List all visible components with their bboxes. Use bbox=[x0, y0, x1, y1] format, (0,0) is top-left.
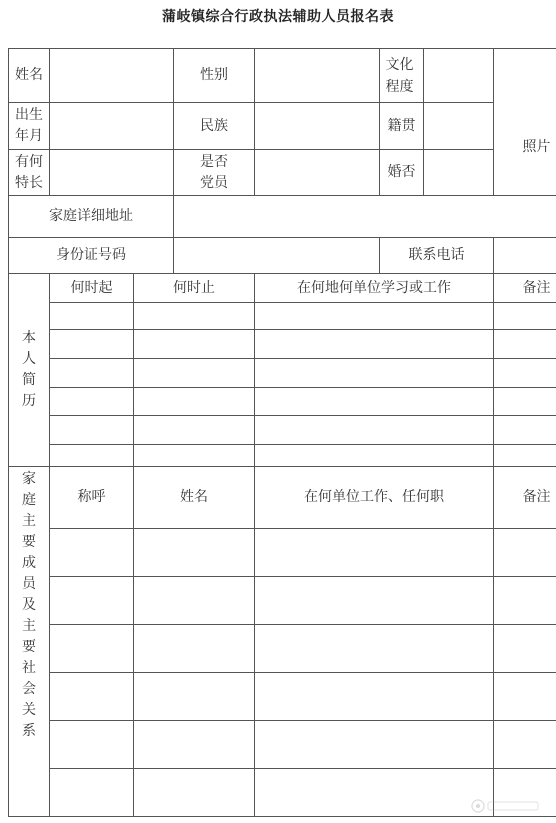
family-side-char-10: 会 bbox=[22, 681, 36, 697]
resume-cell[interactable] bbox=[494, 303, 556, 330]
birth-label: 出生年月 bbox=[9, 103, 50, 150]
resume-side-char-2: 简 bbox=[22, 372, 36, 388]
marital-field[interactable] bbox=[424, 150, 494, 196]
family-cell[interactable] bbox=[255, 721, 494, 769]
family-cell[interactable] bbox=[494, 625, 556, 673]
resume-col-to: 何时止 bbox=[134, 274, 255, 303]
table-row bbox=[9, 577, 556, 625]
resume-cell[interactable] bbox=[134, 445, 255, 467]
family-cell[interactable] bbox=[134, 625, 255, 673]
family-cell[interactable] bbox=[134, 577, 255, 625]
family-cell[interactable] bbox=[255, 577, 494, 625]
table-row bbox=[9, 529, 556, 577]
family-col-position: 在何单位工作、任何职 bbox=[255, 467, 494, 529]
resume-cell[interactable] bbox=[494, 359, 556, 388]
phone-label: 联系电话 bbox=[380, 238, 494, 274]
address-field[interactable] bbox=[174, 196, 556, 238]
family-cell[interactable] bbox=[50, 529, 134, 577]
resume-cell[interactable] bbox=[255, 359, 494, 388]
resume-cell[interactable] bbox=[50, 330, 134, 359]
family-side-char-6: 及 bbox=[22, 597, 36, 613]
native-place-field[interactable] bbox=[424, 103, 494, 150]
resume-side-char-0: 本 bbox=[22, 330, 36, 346]
resume-cell[interactable] bbox=[50, 303, 134, 330]
birth-field[interactable] bbox=[50, 103, 174, 150]
resume-col-place: 在何地何单位学习或工作 bbox=[255, 274, 494, 303]
resume-col-remarks: 备注 bbox=[494, 274, 556, 303]
photo-cell[interactable] bbox=[494, 49, 556, 196]
resume-cell[interactable] bbox=[134, 359, 255, 388]
resume-side-char-3: 历 bbox=[22, 393, 36, 409]
table-row bbox=[9, 330, 556, 359]
family-side-char-5: 员 bbox=[22, 576, 36, 592]
family-side-char-4: 成 bbox=[22, 555, 36, 571]
family-side-char-2: 主 bbox=[22, 513, 36, 529]
resume-cell[interactable] bbox=[50, 416, 134, 445]
resume-side-char-1: 人 bbox=[22, 351, 36, 367]
family-side-char-7: 主 bbox=[22, 618, 36, 634]
resume-cell[interactable] bbox=[255, 388, 494, 416]
specialty-label: 有何特长 bbox=[9, 150, 50, 196]
gender-label: 性别 bbox=[174, 49, 255, 103]
resume-cell[interactable] bbox=[255, 330, 494, 359]
resume-side-label bbox=[9, 274, 50, 467]
family-cell[interactable] bbox=[50, 625, 134, 673]
resume-col-from: 何时起 bbox=[50, 274, 134, 303]
family-cell[interactable] bbox=[50, 769, 134, 817]
registration-form bbox=[8, 48, 556, 817]
family-cell[interactable] bbox=[494, 673, 556, 721]
resume-cell[interactable] bbox=[494, 388, 556, 416]
family-side-label bbox=[9, 467, 50, 817]
family-side-char-3: 要 bbox=[22, 534, 36, 550]
resume-cell[interactable] bbox=[50, 388, 134, 416]
education-label: 文化程度 bbox=[380, 49, 424, 103]
specialty-field[interactable] bbox=[50, 150, 174, 196]
table-row bbox=[9, 445, 556, 467]
family-cell[interactable] bbox=[134, 529, 255, 577]
resume-cell[interactable] bbox=[255, 303, 494, 330]
address-label: 家庭详细地址 bbox=[9, 196, 174, 238]
resume-cell[interactable] bbox=[494, 445, 556, 467]
table-row bbox=[9, 625, 556, 673]
resume-cell[interactable] bbox=[255, 416, 494, 445]
party-member-field[interactable] bbox=[255, 150, 380, 196]
table-row bbox=[9, 673, 556, 721]
id-number-label: 身份证号码 bbox=[9, 238, 174, 274]
resume-cell[interactable] bbox=[255, 445, 494, 467]
resume-cell[interactable] bbox=[50, 445, 134, 467]
family-cell[interactable] bbox=[494, 721, 556, 769]
family-side-char-11: 关 bbox=[22, 702, 36, 718]
resume-cell[interactable] bbox=[134, 330, 255, 359]
family-cell[interactable] bbox=[134, 721, 255, 769]
family-cell[interactable] bbox=[255, 673, 494, 721]
table-row bbox=[9, 303, 556, 330]
form-title: 蒲岐镇综合行政执法辅助人员报名表 bbox=[162, 9, 394, 25]
education-field[interactable] bbox=[424, 49, 494, 103]
resume-cell[interactable] bbox=[134, 388, 255, 416]
family-cell[interactable] bbox=[134, 769, 255, 817]
family-cell[interactable] bbox=[50, 721, 134, 769]
table-row bbox=[9, 359, 556, 388]
family-side-char-0: 家 bbox=[22, 471, 36, 487]
family-cell[interactable] bbox=[494, 529, 556, 577]
family-col-name: 姓名 bbox=[134, 467, 255, 529]
resume-cell[interactable] bbox=[50, 359, 134, 388]
resume-cell[interactable] bbox=[134, 416, 255, 445]
ethnicity-field[interactable] bbox=[255, 103, 380, 150]
gender-field[interactable] bbox=[255, 49, 380, 103]
name-label: 姓名 bbox=[9, 49, 50, 103]
ethnicity-label: 民族 bbox=[174, 103, 255, 150]
family-col-remarks: 备注 bbox=[494, 467, 556, 529]
table-row bbox=[9, 721, 556, 769]
resume-cell[interactable] bbox=[494, 330, 556, 359]
table-row bbox=[9, 416, 556, 445]
native-place-label: 籍贯 bbox=[380, 103, 424, 150]
family-cell[interactable] bbox=[50, 673, 134, 721]
name-field[interactable] bbox=[50, 49, 174, 103]
phone-field[interactable] bbox=[494, 238, 556, 274]
resume-cell[interactable] bbox=[494, 416, 556, 445]
family-side-char-12: 系 bbox=[22, 723, 36, 739]
family-cell[interactable] bbox=[50, 577, 134, 625]
family-cell[interactable] bbox=[255, 625, 494, 673]
family-cell[interactable] bbox=[494, 577, 556, 625]
family-side-char-1: 庭 bbox=[22, 492, 36, 508]
family-cell[interactable] bbox=[255, 769, 494, 817]
resume-cell[interactable] bbox=[134, 303, 255, 330]
photo-label: 照片 bbox=[522, 138, 551, 155]
party-member-label: 是否党员 bbox=[174, 150, 255, 196]
table-row bbox=[9, 388, 556, 416]
family-cell[interactable] bbox=[255, 529, 494, 577]
family-side-char-8: 要 bbox=[22, 639, 36, 655]
watermark-logo-icon bbox=[470, 795, 542, 817]
family-col-relation: 称呼 bbox=[50, 467, 134, 529]
id-number-field[interactable] bbox=[174, 238, 380, 274]
family-cell[interactable] bbox=[134, 673, 255, 721]
family-side-char-9: 社 bbox=[22, 660, 36, 676]
marital-label: 婚否 bbox=[380, 150, 424, 196]
